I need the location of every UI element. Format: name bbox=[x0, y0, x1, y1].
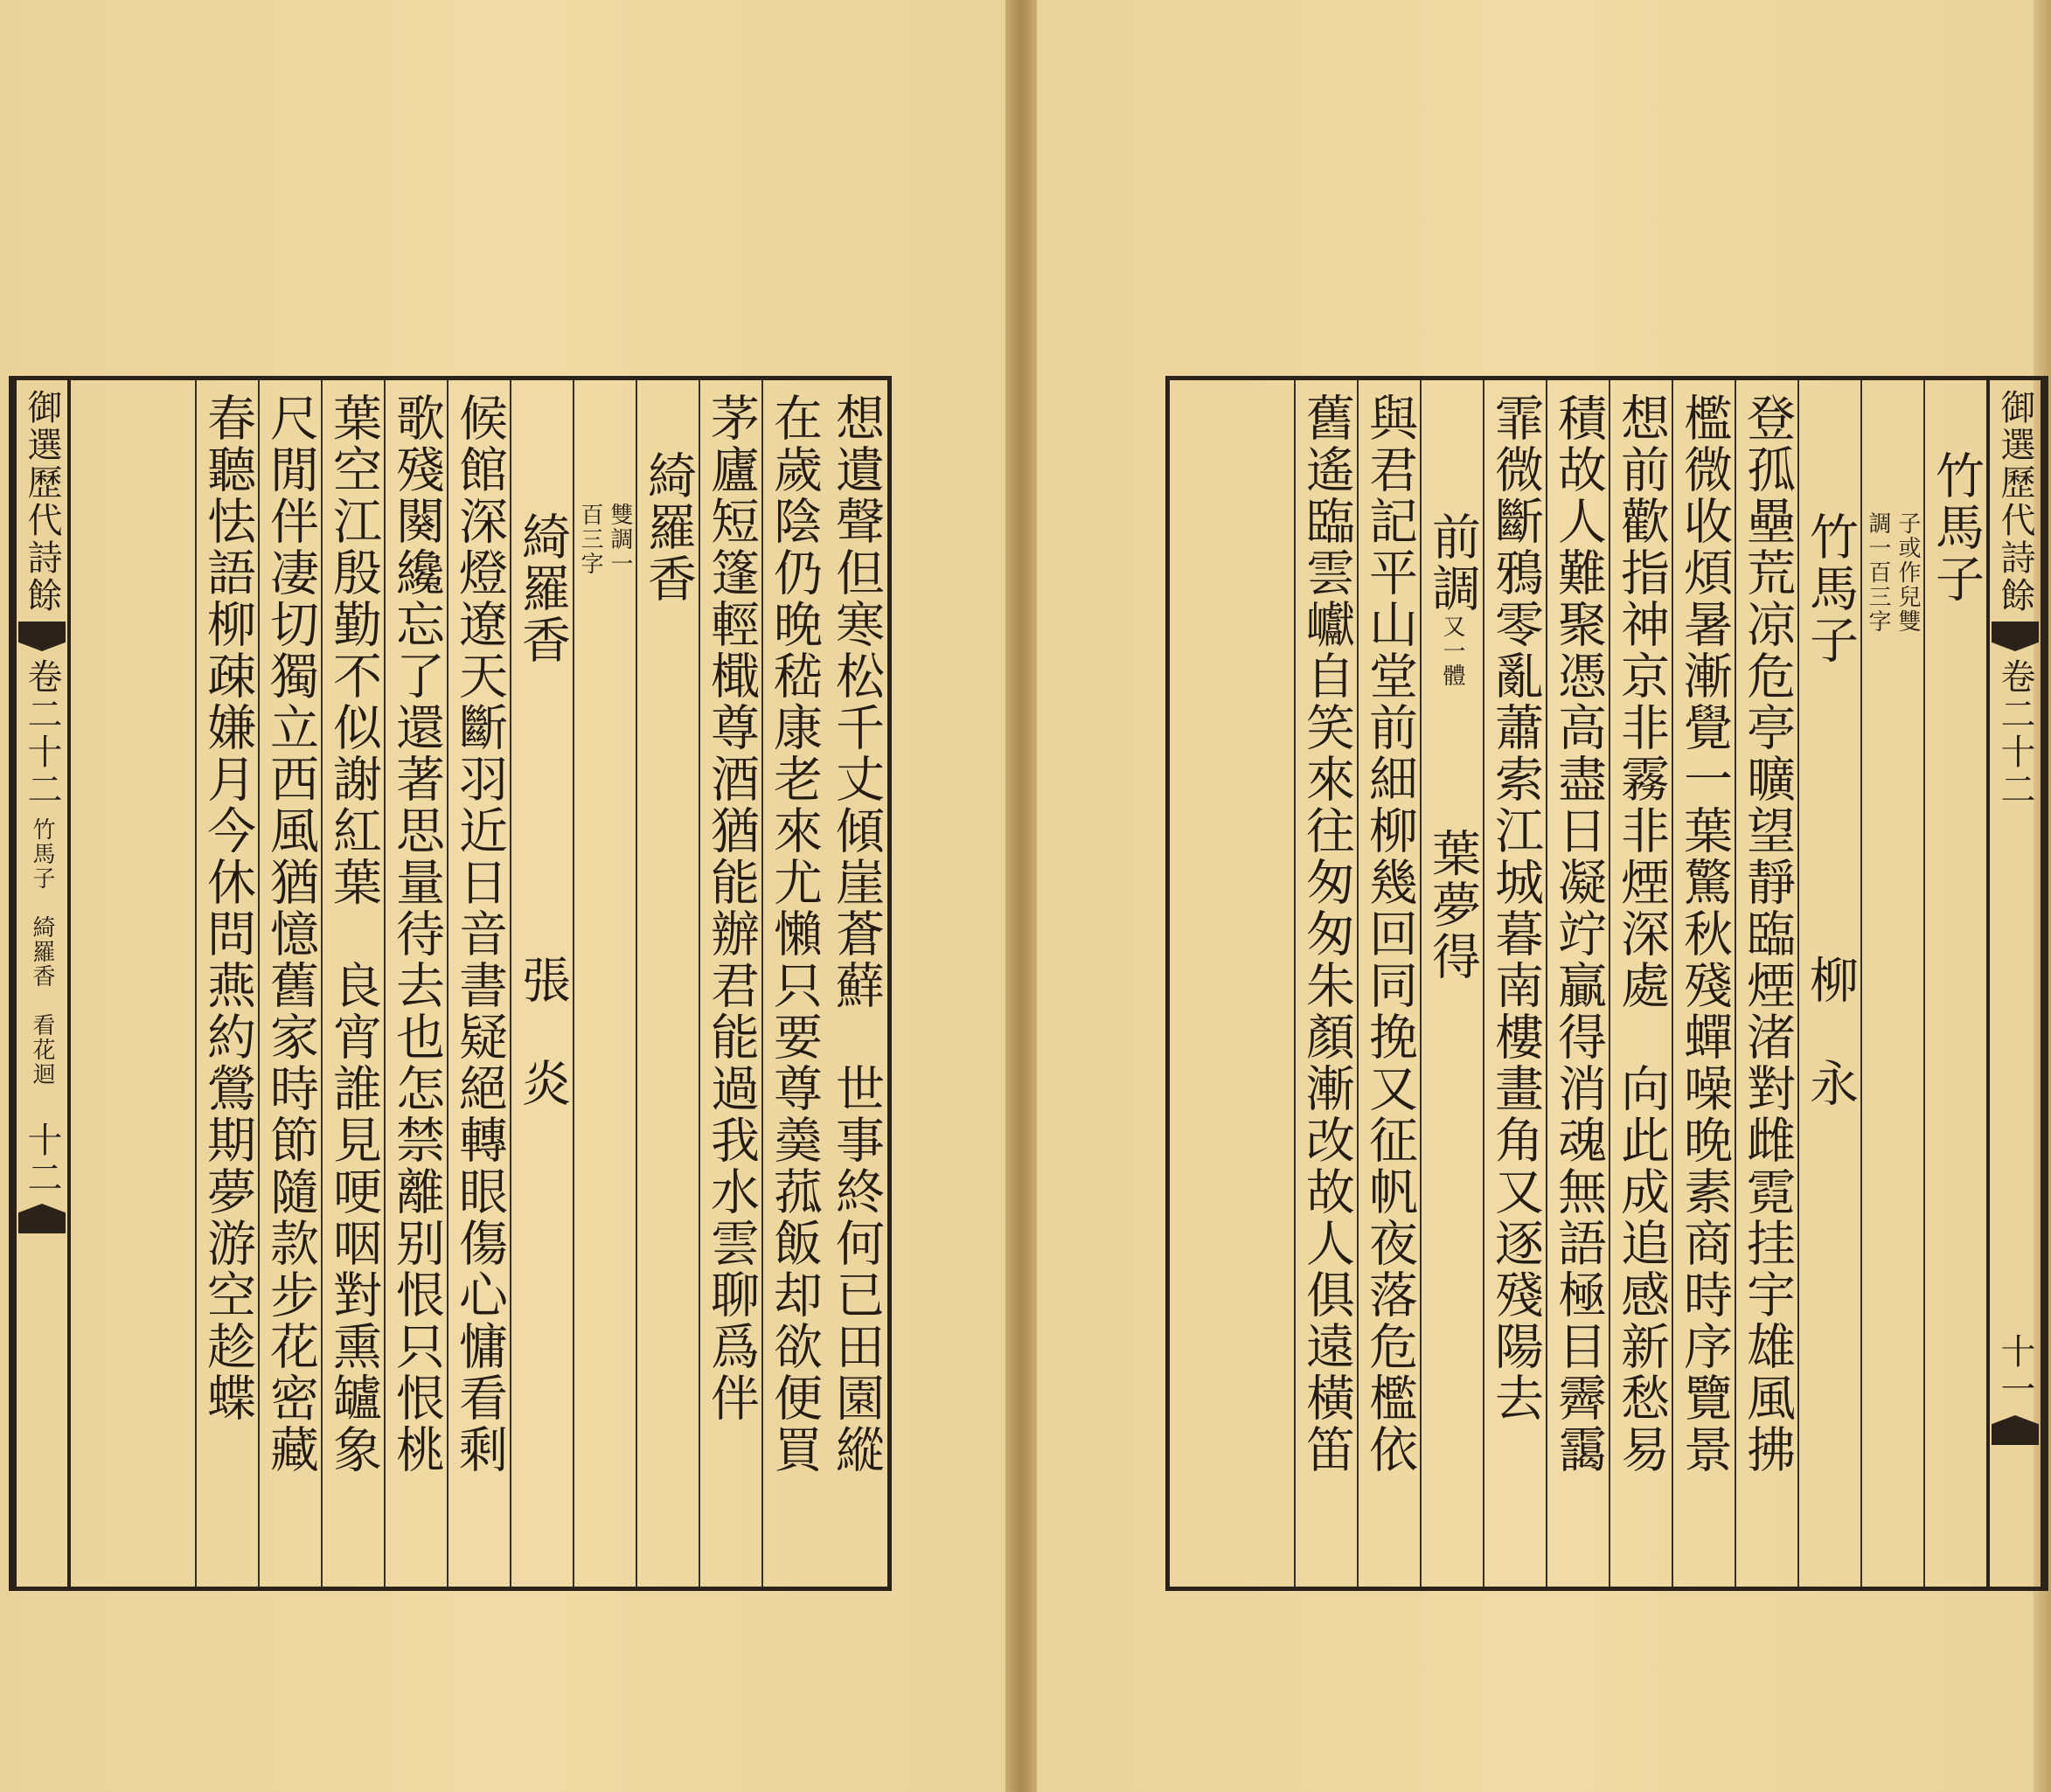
column-text: 歌殘闋纔忘了還著思量待去也怎禁離别恨只恨桃 bbox=[388, 392, 445, 1476]
column-text: 舊遙臨雲巘自笑來往匆匆朱顏漸改故人俱遠橫笛 bbox=[1298, 392, 1355, 1476]
fish-tail-mark bbox=[1992, 622, 2039, 651]
spine-contents: 竹馬子 綺羅香 看花迴 bbox=[29, 817, 55, 1087]
text-column bbox=[384, 380, 447, 1587]
poem-author: 柳 永 bbox=[1802, 955, 1859, 1109]
column-text: 想遺聲但寒松千丈傾崖蒼蘚 世事終何已田園縱 bbox=[828, 392, 885, 1476]
poem-author: 葉夢得 bbox=[1424, 828, 1481, 983]
poem-heading-column bbox=[1797, 380, 1860, 1587]
text-column bbox=[1546, 380, 1609, 1587]
poem-heading-column bbox=[1420, 380, 1483, 1587]
poem-author: 張 炎 bbox=[514, 955, 571, 1109]
fish-tail-mark bbox=[18, 622, 66, 651]
text-column bbox=[1357, 380, 1420, 1587]
tune-title: 綺羅香 bbox=[640, 450, 697, 605]
poem-title: 竹馬子 bbox=[1802, 511, 1859, 666]
column-text: 登孤壘荒凉危亭曠望靜臨煙渚對雌霓挂宇雄風拂 bbox=[1739, 392, 1796, 1476]
spine-page-number: 十一 bbox=[1995, 1333, 2035, 1408]
text-column bbox=[1672, 380, 1735, 1587]
column-text: 與君記平山堂前細柳幾回同挽又征帆夜落危檻依 bbox=[1361, 392, 1418, 1476]
left-text-frame bbox=[9, 376, 892, 1591]
column-text: 春聽怯語柳疎嫌月今休問燕約鶯期夢游空趁蝶 bbox=[199, 392, 256, 1424]
tune-note-line: 百三字 bbox=[577, 503, 603, 576]
tune-note-line: 雙調一 bbox=[607, 503, 633, 576]
text-column bbox=[699, 380, 761, 1587]
text-column bbox=[321, 380, 384, 1587]
column-text: 檻微收煩暑漸覺一葉驚秋殘蟬噪晚素商時序覽景 bbox=[1676, 392, 1733, 1476]
fish-tail-mark bbox=[18, 1204, 66, 1233]
tune-title-column bbox=[1923, 380, 1986, 1587]
text-column bbox=[1609, 380, 1672, 1587]
column-text: 在歲陰仍晚嵇康老來尤懶只要尊羮菰飯却欲便買 bbox=[766, 392, 823, 1476]
poem-heading-column bbox=[510, 380, 573, 1587]
text-column bbox=[195, 380, 258, 1587]
text-column bbox=[447, 380, 510, 1587]
text-column bbox=[824, 380, 887, 1587]
column-text: 茅廬短篷輕檝尊酒猶能辦君能過我水雲聊爲伴 bbox=[703, 392, 760, 1424]
spine-volume: 卷二十二 bbox=[22, 658, 62, 809]
text-column bbox=[1735, 380, 1797, 1587]
tune-note bbox=[578, 503, 632, 576]
tune-note-line: 子或作兒雙 bbox=[1895, 511, 1921, 634]
text-column bbox=[761, 380, 824, 1587]
right-page-spine bbox=[1986, 380, 2044, 1587]
tune-note-column bbox=[1860, 380, 1923, 1587]
poem-subtitle: 又一體 bbox=[1439, 615, 1465, 688]
fish-tail-mark bbox=[1992, 1415, 2039, 1445]
tune-title-column bbox=[636, 380, 699, 1587]
spine-volume: 卷二十二 bbox=[1995, 658, 2035, 809]
column-text: 葉空江殷勤不似謝紅葉 良宵誰見哽咽對熏罏象 bbox=[325, 392, 382, 1476]
text-column bbox=[1294, 380, 1357, 1587]
poem-title: 前調 bbox=[1424, 511, 1481, 615]
column-text: 想前歡指神京非霧非煙深處 向此成追感新愁易 bbox=[1613, 392, 1670, 1476]
column-text: 霏微斷鴉零亂蕭索江城暮南樓畫角又逐殘陽去 bbox=[1487, 392, 1544, 1424]
column-text: 積故人難聚憑高盡日凝竚贏得消魂無語極目霽靄 bbox=[1550, 392, 1607, 1476]
tune-note-line: 調一百三字 bbox=[1865, 511, 1891, 634]
right-text-frame bbox=[1165, 376, 2048, 1591]
spine-page-number: 十二 bbox=[22, 1122, 62, 1197]
tune-note bbox=[1866, 511, 1920, 634]
text-column bbox=[258, 380, 321, 1587]
text-column bbox=[1483, 380, 1546, 1587]
book-gutter bbox=[1005, 0, 1037, 1792]
tune-title: 竹馬子 bbox=[1928, 450, 1985, 605]
left-page-spine bbox=[13, 380, 71, 1587]
spine-title: 御選歷代詩餘 bbox=[22, 389, 62, 615]
poem-title: 綺羅香 bbox=[514, 511, 571, 666]
tune-note-column bbox=[573, 380, 636, 1587]
spine-title: 御選歷代詩餘 bbox=[1995, 389, 2035, 615]
column-text: 候館深燈遼天斷羽近日音書疑絕轉眼傷心慵看剩 bbox=[451, 392, 508, 1476]
column-text: 尺閒伴凄切獨立西風猶憶舊家時節隨款步花密藏 bbox=[262, 392, 319, 1476]
